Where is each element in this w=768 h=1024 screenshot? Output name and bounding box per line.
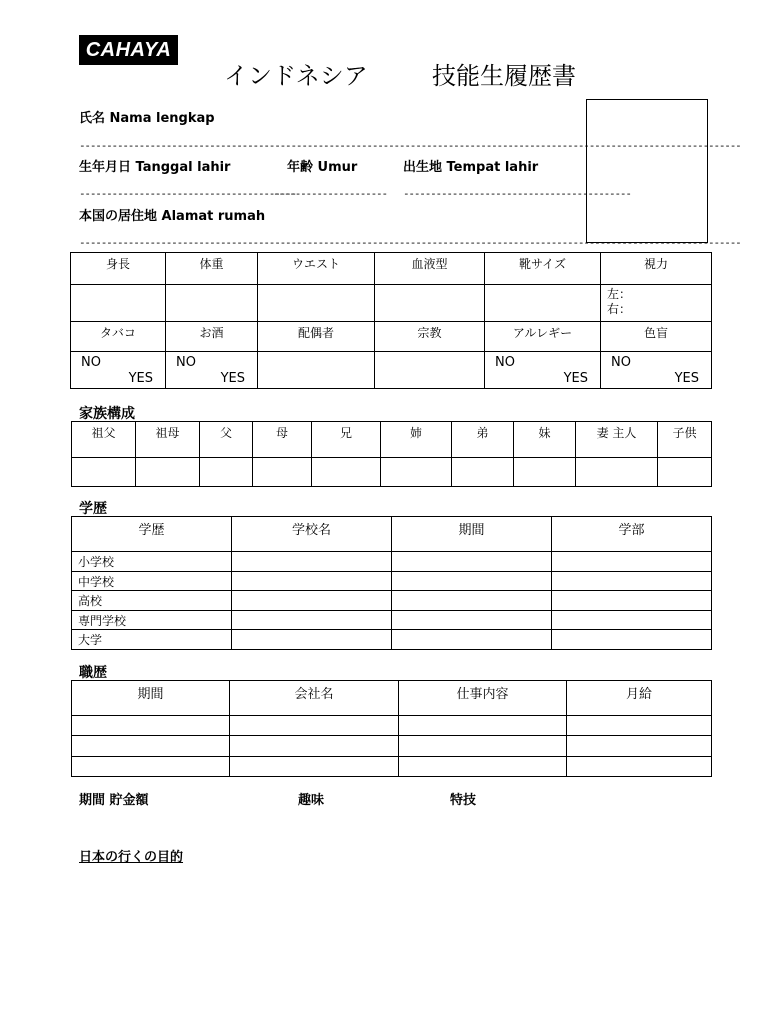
family-younger-brother-header: 弟 bbox=[452, 422, 514, 458]
alcohol-yes[interactable]: YES bbox=[220, 371, 245, 386]
cahaya-logo: CAHAYA bbox=[79, 35, 178, 65]
address-line[interactable]: -------------------------------------------------------------------------------------------------------------------------- bbox=[79, 236, 741, 249]
family-younger-sister-header: 妹 bbox=[514, 422, 576, 458]
education-row-label: 高校 bbox=[72, 591, 232, 611]
purpose-label: 日本の行くの目的 bbox=[79, 850, 184, 865]
education-cell[interactable] bbox=[232, 611, 392, 630]
family-father-header: 父 bbox=[200, 422, 253, 458]
photo-box bbox=[586, 99, 708, 243]
allergy-cell[interactable] bbox=[485, 352, 601, 389]
education-row-label: 中学校 bbox=[72, 572, 232, 591]
education-cell[interactable] bbox=[552, 630, 712, 650]
education-row-label: 専門学校 bbox=[72, 611, 232, 630]
family-spouse-header: 妻 主人 bbox=[576, 422, 658, 458]
eyesight-cell[interactable] bbox=[601, 285, 712, 322]
family-cell[interactable] bbox=[72, 458, 136, 487]
age-line[interactable]: --------------------- bbox=[273, 187, 387, 200]
work-cell[interactable] bbox=[72, 757, 230, 777]
education-cell[interactable] bbox=[392, 630, 552, 650]
education-cell[interactable] bbox=[232, 552, 392, 572]
work-cell[interactable] bbox=[399, 757, 567, 777]
name-line[interactable]: -------------------------------------------------------------------------------------------------------------------------- bbox=[79, 139, 741, 152]
blood-type-header: 血液型 bbox=[375, 253, 485, 285]
education-cell[interactable] bbox=[552, 611, 712, 630]
name-label: 氏名 Nama lengkap bbox=[79, 111, 215, 126]
education-period-header: 期間 bbox=[392, 517, 552, 552]
work-cell[interactable] bbox=[230, 736, 399, 757]
savings-label: 期間 貯金額 bbox=[79, 793, 149, 808]
birthplace-line[interactable]: ------------------------------------------ bbox=[403, 187, 631, 200]
religion-header: 宗教 bbox=[375, 322, 485, 352]
work-cell[interactable] bbox=[230, 757, 399, 777]
document-title: 技能生履歴書 bbox=[432, 62, 576, 90]
education-row-label: 大学 bbox=[72, 630, 232, 650]
family-section-title: 家族構成 bbox=[79, 406, 135, 422]
family-children-header: 子供 bbox=[658, 422, 712, 458]
department-header: 学部 bbox=[552, 517, 712, 552]
education-cell[interactable] bbox=[392, 591, 552, 611]
family-cell[interactable] bbox=[576, 458, 658, 487]
work-cell[interactable] bbox=[567, 716, 712, 736]
work-cell[interactable] bbox=[230, 716, 399, 736]
work-period-header: 期間 bbox=[72, 681, 230, 716]
color-blindness-header: 色盲 bbox=[601, 322, 712, 352]
eyesight-header: 視力 bbox=[601, 253, 712, 285]
work-cell[interactable] bbox=[72, 736, 230, 757]
color-blindness-yes[interactable]: YES bbox=[674, 371, 699, 386]
alcohol-cell[interactable] bbox=[166, 352, 258, 389]
height-cell[interactable] bbox=[71, 285, 166, 322]
family-older-sister-header: 姉 bbox=[381, 422, 452, 458]
education-level-header: 学歴 bbox=[72, 517, 232, 552]
education-cell[interactable] bbox=[392, 552, 552, 572]
education-section-title: 学歴 bbox=[79, 501, 107, 517]
family-cell[interactable] bbox=[381, 458, 452, 487]
eyesight-right: 右： bbox=[607, 302, 632, 316]
company-name-header: 会社名 bbox=[230, 681, 399, 716]
weight-cell[interactable] bbox=[166, 285, 258, 322]
physical-table bbox=[70, 252, 712, 389]
tobacco-no[interactable]: NO bbox=[81, 355, 101, 370]
education-row-label: 小学校 bbox=[72, 552, 232, 572]
allergy-header: アルレギー bbox=[485, 322, 601, 352]
education-cell[interactable] bbox=[232, 591, 392, 611]
work-cell[interactable] bbox=[72, 716, 230, 736]
birthplace-label: 出生地 Tempat lahir bbox=[403, 160, 539, 175]
education-table bbox=[71, 516, 712, 650]
education-cell[interactable] bbox=[552, 572, 712, 591]
color-blindness-cell[interactable] bbox=[601, 352, 712, 389]
spouse-cell[interactable] bbox=[258, 352, 375, 389]
work-cell[interactable] bbox=[567, 757, 712, 777]
hobby-label: 趣味 bbox=[298, 793, 325, 808]
religion-cell[interactable] bbox=[375, 352, 485, 389]
education-cell[interactable] bbox=[552, 591, 712, 611]
weight-header: 体重 bbox=[166, 253, 258, 285]
family-older-brother-header: 兄 bbox=[312, 422, 381, 458]
job-description-header: 仕事内容 bbox=[399, 681, 567, 716]
family-grandmother-header: 祖母 bbox=[136, 422, 200, 458]
spouse-header: 配偶者 bbox=[258, 322, 375, 352]
age-label: 年齢 Umur bbox=[287, 160, 358, 175]
education-cell[interactable] bbox=[392, 611, 552, 630]
education-cell[interactable] bbox=[552, 552, 712, 572]
waist-cell[interactable] bbox=[258, 285, 375, 322]
document-title-country: インドネシア bbox=[224, 62, 368, 90]
dob-line[interactable]: ---------------------------------------- bbox=[79, 187, 296, 200]
school-name-header: 学校名 bbox=[232, 517, 392, 552]
allergy-no[interactable]: NO bbox=[495, 355, 515, 370]
special-skill-label: 特技 bbox=[450, 793, 477, 808]
height-header: 身長 bbox=[71, 253, 166, 285]
tobacco-cell[interactable] bbox=[71, 352, 166, 389]
family-cell[interactable] bbox=[658, 458, 712, 487]
family-cell[interactable] bbox=[200, 458, 253, 487]
alcohol-no[interactable]: NO bbox=[176, 355, 196, 370]
family-cell[interactable] bbox=[253, 458, 312, 487]
waist-header: ウエスト bbox=[258, 253, 375, 285]
family-cell[interactable] bbox=[136, 458, 200, 487]
education-cell[interactable] bbox=[232, 630, 392, 650]
education-cell[interactable] bbox=[392, 572, 552, 591]
work-section-title: 職歴 bbox=[79, 665, 107, 681]
shoe-size-header: 靴サイズ bbox=[485, 253, 601, 285]
family-mother-header: 母 bbox=[253, 422, 312, 458]
salary-header: 月給 bbox=[567, 681, 712, 716]
work-cell[interactable] bbox=[399, 716, 567, 736]
family-table bbox=[71, 421, 712, 487]
work-cell[interactable] bbox=[399, 736, 567, 757]
allergy-yes[interactable]: YES bbox=[563, 371, 588, 386]
address-label: 本国の居住地 Alamat rumah bbox=[79, 209, 266, 224]
dob-label: 生年月日 Tanggal lahir bbox=[79, 160, 231, 175]
work-table bbox=[71, 680, 712, 777]
blood-type-cell[interactable] bbox=[375, 285, 485, 322]
alcohol-header: お酒 bbox=[166, 322, 258, 352]
tobacco-header: タバコ bbox=[71, 322, 166, 352]
work-cell[interactable] bbox=[567, 736, 712, 757]
family-grandfather-header: 祖父 bbox=[72, 422, 136, 458]
family-cell[interactable] bbox=[452, 458, 514, 487]
tobacco-yes[interactable]: YES bbox=[128, 371, 153, 386]
eyesight-left: 左： bbox=[607, 287, 632, 301]
education-cell[interactable] bbox=[232, 572, 392, 591]
family-cell[interactable] bbox=[312, 458, 381, 487]
shoe-size-cell[interactable] bbox=[485, 285, 601, 322]
color-blindness-no[interactable]: NO bbox=[611, 355, 631, 370]
family-cell[interactable] bbox=[514, 458, 576, 487]
